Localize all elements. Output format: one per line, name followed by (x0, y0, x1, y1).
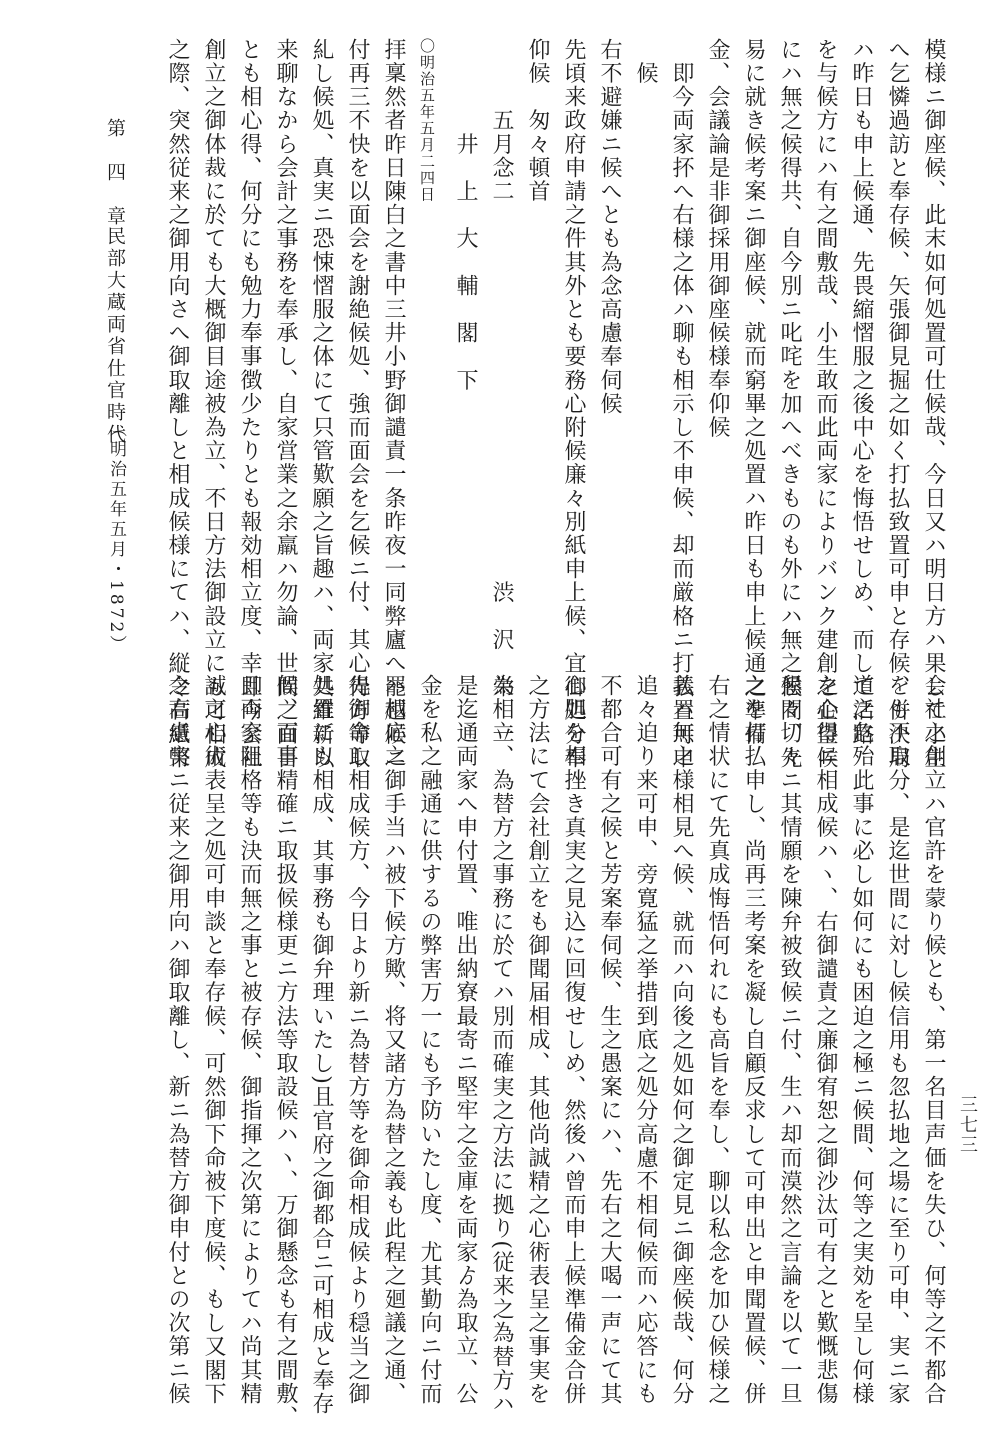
chapter-heading: 第 四 章 (104, 118, 126, 228)
text-column: ハ相応之御手当ハ被下候方歟、将又諸方為替之義も此程之廻議之通、 (381, 674, 406, 1406)
signature-line: 五月念二 渋 沢 栄 一 (489, 38, 514, 746)
text-column: 糺し候処、真実ニ恐悚慴服之体にて只管歎願之旨趣ハ、両家共維新以 (309, 38, 334, 770)
text-column: 拝稟然者昨日陳白之書中三井小野御譴責一条昨夜一同弊廬へ罷越候ニ (381, 38, 406, 770)
text-column: 之方法にて会社創立をも御聞届相成、其他尚誠精之心術表呈之事実を (525, 674, 550, 1406)
text-column: 之高慮実ニ従来之御用向ハ御取離し、新ニ為替方御申付との次第ニ候 (165, 674, 190, 1406)
text-column: 追々迫り来可申、旁寛猛之挙措到底之処分高慮不相伺候而ハ応答にも (633, 674, 658, 1406)
text-column: 心胆を相挫き真実之見込に回復せしめ、然後ハ曾而申上候準備金合併 (561, 674, 586, 1406)
text-column: 義ハ無之様相見へ候、就而ハ向後之処如何之御定見ニ御座候哉、何分 (669, 674, 694, 1406)
text-column: を与候方にハ有之間敷哉、小生敢而此両家によりバンク建創を企望候 (813, 38, 838, 770)
text-column: 為相立、為替方之事務に於てハ別而確実之方法に拠り(従来之為替方ハ (489, 674, 514, 1416)
text-column: 金を私之融通に供するの弊害万一にも予防いたし度、尤其勤向ニ付而 (417, 674, 442, 1406)
text-column: 誠之心術表呈之処可申談と奉存候、可然御下命被下度候、もし又閣下 (201, 674, 226, 1406)
text-column: 来聊なから会計之事務を奉承し、自家営業之余羸ハ勿論、世間之面目 (273, 38, 298, 770)
text-column: 処置にも相成、其事務も御弁理いたし)且官府之御都合ニ可相成と奉存 (309, 674, 334, 1416)
text-column: ハ昨日も申上候通、先畏縮慴服之後中心を悔悟せしめ、而して活路 (849, 38, 874, 746)
text-column: へ乞憐過訪と奉存候、矢張御見掘之如く打払致置可申と存候、併決局 (885, 38, 910, 770)
section-heading: 民部大蔵両省仕官時代 (104, 226, 126, 446)
text-column: 候、百事精確ニ取扱候様更ニ方法等取設候ハヽ、万御懸念も有之間敷、 (273, 674, 298, 1429)
text-column: 之心得ニ相成候ハヽ、右御譴責之廉御宥恕之御沙汰可有之と歎慨悲傷 (813, 674, 838, 1406)
text-column: 且両家阻格等も決而無之事と被存候、御指揮之次第によりてハ尚其精 (237, 674, 262, 1406)
text-column: 之際、突然従来之御用向さへ御取離しと相成候様にてハ、縦令右紙幣 (165, 38, 190, 770)
text-column: 仰候 匆々頓首 (525, 38, 550, 204)
text-column: 易に就き候考案ニ御座候、就而窮畢之処置ハ昨日も申上候通之準備 (741, 38, 766, 746)
text-column: 創立之御体裁に於ても大概御目途被為立、不日方法御設立にも可相成 (201, 38, 226, 770)
text-column: とも相心得、何分にも勉力奉事徴少たりとも報効相立度、幸即今会社 (237, 38, 262, 770)
addressee-line: 井 上 大 輔 閣 下 (453, 38, 478, 392)
text-column: 右之情状にて先真成悔悟何れにも高旨を奉し、聊以私念を加ひ候様之 (705, 674, 730, 1406)
text-column: 不都合可有之候と芳案奉伺候、生之愚案にハ、先右之大喝一声にて其 (597, 674, 622, 1406)
text-column: 候 (633, 38, 658, 86)
text-column: 道之危殆此事に必し如何にも困迫之極ニ候間、何等之実効を呈し何様 (849, 674, 874, 1406)
page-number: 三七三 (957, 1095, 978, 1155)
text-column: 即今両家抔へ右様之体ハ聊も相示し不申候、却而厳格ニ打払置可申 (669, 38, 694, 770)
text-column: 之を打払申し、尚再三考案を凝し自顧反求して可申出と申聞置候、併 (741, 674, 766, 1406)
text-column: 先御命し相成候方、今日より新ニ為替方等を御命相成候より穏当之御 (345, 674, 370, 1406)
date-heading: 〇明治五年五月二四日 (418, 38, 436, 203)
text-column: 会社之創立ハ官許を蒙り候とも、第一名目声価を失ひ、何等之不都合 (921, 674, 946, 1406)
text-column: 付再三不快を以面会を謝絶候処、強而面会を乞候ニ付、其心得方等取 (345, 38, 370, 770)
text-column: 先頃来政府申請之件其外とも要務心附候廉々別紙申上候、宜御処分奉 (561, 38, 586, 770)
text-column: をも不取分、是迄世間に対し候信用も忽払地之場に至り可申、実ニ家 (885, 674, 910, 1406)
text-column: 右不避嫌ニ候へとも為念高慮奉伺候 (597, 38, 622, 416)
text-column: 金、会議論是非御採用御座候様奉仰候 (705, 38, 730, 440)
text-column: 懇々切々ニ其情願を陳弁被致候ニ付、生ハ却而漠然之言論を以て一旦 (777, 674, 802, 1406)
text-column: にハ無之候得共、自今別ニ叱咤を加へべきものも外にハ無之候間、先 (777, 38, 802, 770)
era-heading: （明治五年五月・1872） (106, 420, 126, 656)
text-column: 是迄通両家へ申付置、唯出納寮最寄ニ堅牢之金庫を両家ゟ為取立、公 (453, 674, 478, 1406)
text-column: 模様ニ御座候、此末如何処置可仕候哉、今日又ハ明日方ハ果して小生 (921, 38, 946, 770)
